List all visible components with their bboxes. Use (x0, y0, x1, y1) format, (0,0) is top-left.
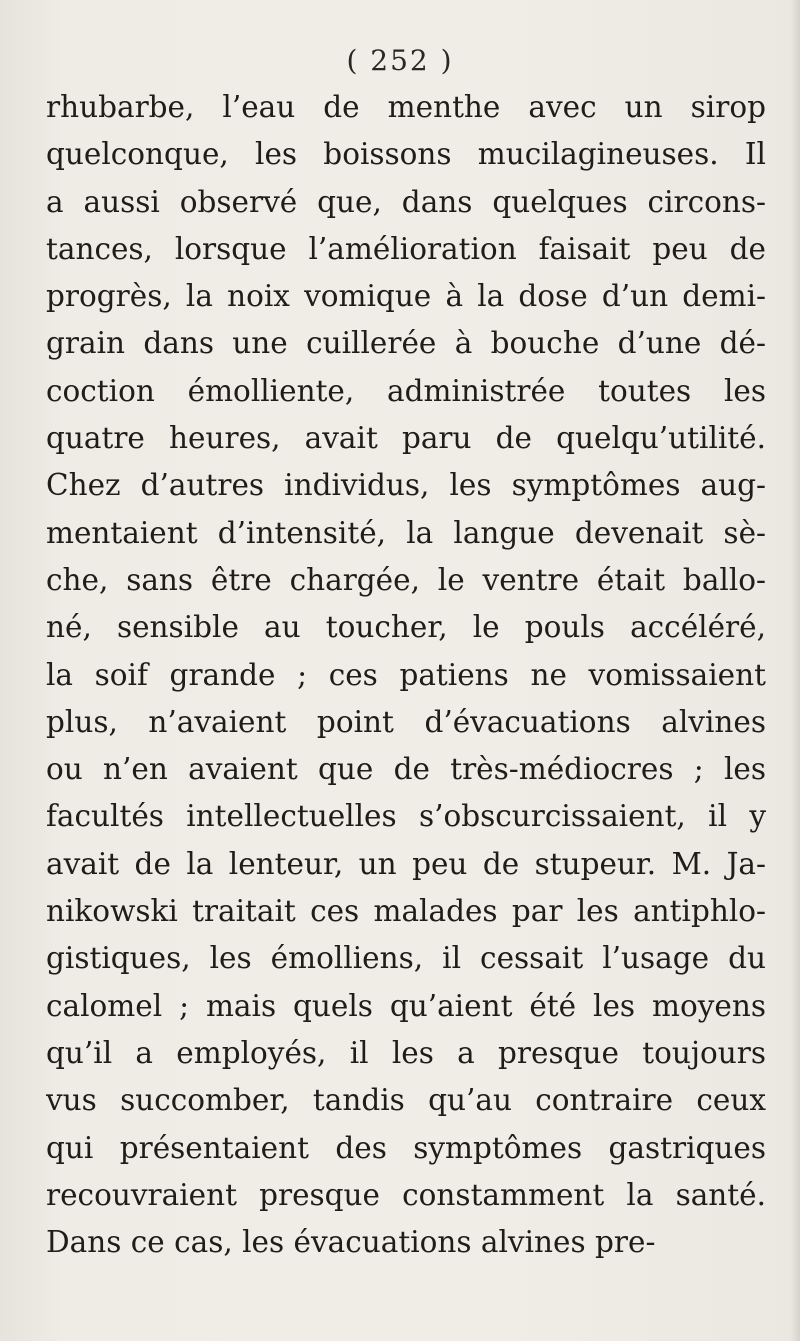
text-line: quatre heures, avait paru de quelqu’utilité. (46, 421, 766, 456)
text-line: coction émolliente, administrée toutes les (46, 373, 766, 408)
page-edge-shadow (790, 0, 800, 1341)
text-line: né, sensible au toucher, le pouls accéléré, (46, 610, 766, 645)
text-line: qu’il a employés, il les a presque toujours (46, 1035, 766, 1070)
text-line: progrès, la noix vomique à la dose d’un demi- (46, 279, 766, 314)
text-line: Dans ce cas, les évacuations alvines pre- (46, 1225, 656, 1260)
text-line: la soif grande ; ces patiens ne vomissaient (46, 657, 766, 692)
text-line: Chez d’autres individus, les symptômes aug- (46, 468, 766, 503)
text-line: che, sans être chargée, le ventre était ballo- (46, 562, 766, 597)
text-line: rhubarbe, l’eau de menthe avec un sirop (46, 90, 766, 124)
text-line: ou n’en avaient que de très-médiocres ; les (46, 752, 766, 787)
body-text (46, 84, 766, 1266)
text-line: nikowski traitait ces malades par les antiphlo- (46, 894, 766, 929)
text-line: avait de la lenteur, un peu de stupeur. M. Ja- (46, 846, 766, 881)
text-line: tances, lorsque l’amélioration faisait peu de (46, 231, 766, 266)
text-line: quelconque, les boissons mucilagineuses. Il (46, 137, 766, 172)
text-line: a aussi observé que, dans quelques circons- (46, 184, 766, 219)
text-line: grain dans une cuillerée à bouche d’une dé- (46, 326, 766, 361)
page-number: ( 252 ) (346, 44, 454, 77)
text-line: gistiques, les émolliens, il cessait l’usage du (46, 941, 766, 976)
text-line: qui présentaient des symptômes gastriques (46, 1130, 766, 1165)
text-line: calomel ; mais quels qu’aient été les moyens (46, 988, 766, 1023)
text-line: vus succomber, tandis qu’au contraire ceux (46, 1083, 766, 1118)
text-line: mentaient d’intensité, la langue devenait sè- (46, 515, 766, 550)
text-line: recouvraient presque constamment la santé. (46, 1177, 766, 1212)
text-line: facultés intellectuelles s’obscurcissaient, il y (46, 799, 766, 834)
text-line: plus, n’avaient point d’évacuations alvines (46, 704, 766, 739)
